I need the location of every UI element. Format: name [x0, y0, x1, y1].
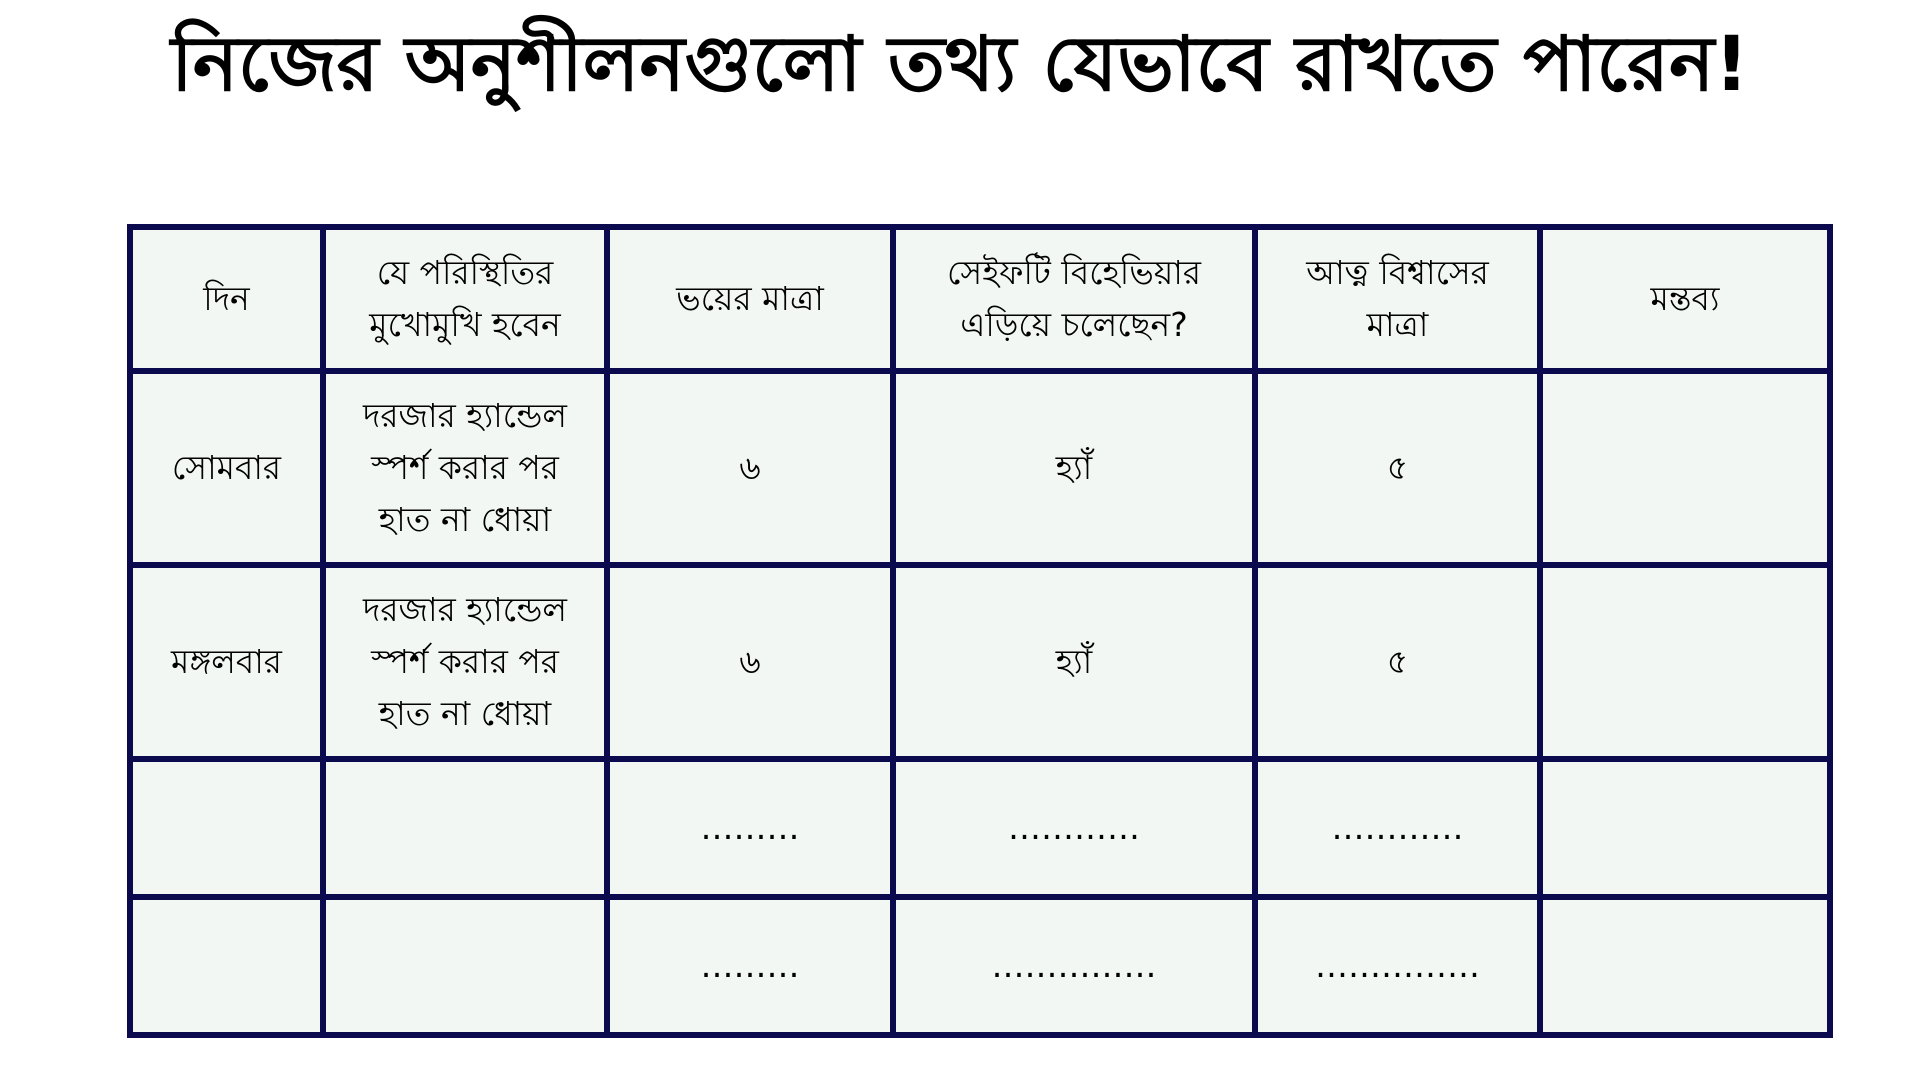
cell-day — [130, 759, 323, 897]
cell-situation — [323, 565, 607, 759]
cell-fear-level — [607, 371, 893, 565]
cell-comment — [1540, 371, 1830, 565]
cell-text: সোমবার — [171, 448, 282, 487]
cell-text: ……… — [700, 946, 800, 985]
cell-text: ৫ — [1386, 448, 1409, 487]
table-header-row — [130, 227, 1830, 371]
cell-text: …………… — [991, 946, 1157, 985]
cell-text: দরজার হ্যান্ডেল স্পর্শ করার পর হাত না ধোয়া — [363, 590, 567, 733]
cell-text: ……… — [700, 808, 800, 847]
cell-day — [130, 897, 323, 1035]
cell-comment — [1540, 897, 1830, 1035]
header-day — [130, 227, 323, 371]
header-situation — [323, 227, 607, 371]
practice-log-table — [127, 224, 1833, 1038]
header-day-label: দিন — [203, 279, 250, 318]
cell-comment — [1540, 759, 1830, 897]
page-title: নিজের অনুশীলনগুলো তথ্য যেভাবে রাখতে পারেন! — [171, 19, 1749, 108]
cell-comment — [1540, 565, 1830, 759]
cell-fear-level — [607, 565, 893, 759]
table-row — [130, 897, 1830, 1035]
header-safety-behaviour — [893, 227, 1255, 371]
cell-situation — [323, 759, 607, 897]
table-row — [130, 565, 1830, 759]
header-safety-behaviour-label: সেইফটি বিহেভিয়ার এড়িয়ে চলেছেন? — [947, 253, 1201, 344]
cell-safety-behaviour — [893, 759, 1255, 897]
cell-confidence-level — [1255, 759, 1540, 897]
cell-text: হ্যাঁ — [1055, 448, 1093, 487]
header-comment — [1540, 227, 1830, 371]
cell-text: …………… — [1315, 946, 1480, 985]
header-comment-label: মন্তব্য — [1650, 279, 1720, 318]
cell-safety-behaviour — [893, 897, 1255, 1035]
header-situation-label: যে পরিস্থিতির মুখোমুখি হবেন — [369, 253, 561, 344]
cell-day — [130, 371, 323, 565]
cell-text: হ্যাঁ — [1055, 642, 1093, 681]
cell-situation — [323, 371, 607, 565]
cell-text: ………… — [1331, 808, 1464, 847]
cell-safety-behaviour — [893, 565, 1255, 759]
cell-text: মঙ্গলবার — [171, 642, 282, 681]
cell-text: ৫ — [1386, 642, 1409, 681]
cell-fear-level — [607, 897, 893, 1035]
cell-text: দরজার হ্যান্ডেল স্পর্শ করার পর হাত না ধোয়া — [363, 396, 567, 539]
cell-situation — [323, 897, 607, 1035]
header-fear-level — [607, 227, 893, 371]
header-confidence-level-label: আত্ন বিশ্বাসের মাত্রা — [1306, 253, 1489, 344]
table-row — [130, 371, 1830, 565]
cell-fear-level — [607, 759, 893, 897]
header-confidence-level — [1255, 227, 1540, 371]
cell-confidence-level — [1255, 371, 1540, 565]
cell-safety-behaviour — [893, 371, 1255, 565]
cell-day — [130, 565, 323, 759]
cell-confidence-level — [1255, 565, 1540, 759]
table-row — [130, 759, 1830, 897]
cell-text: ………… — [1008, 808, 1140, 847]
cell-text: ৬ — [739, 642, 761, 681]
cell-text: ৬ — [739, 448, 761, 487]
cell-confidence-level — [1255, 897, 1540, 1035]
header-fear-level-label: ভয়ের মাত্রা — [676, 279, 824, 318]
